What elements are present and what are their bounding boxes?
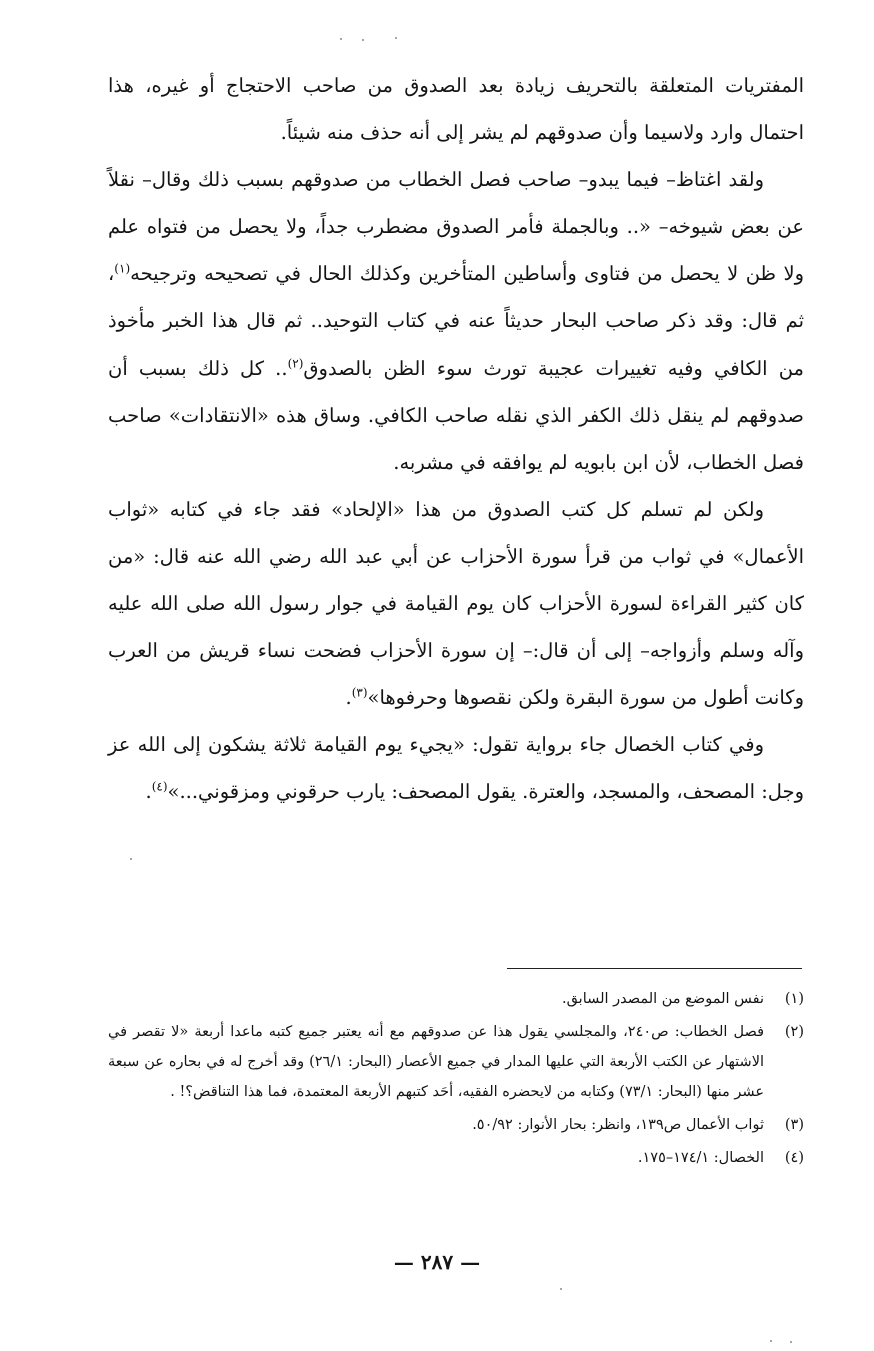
footnote-text: الخصال: ١٧٤/١–١٧٥. <box>637 1150 764 1166</box>
paragraph <box>108 486 804 721</box>
scan-speck <box>560 1288 562 1290</box>
footnote-number: (٤) <box>784 1150 804 1166</box>
scan-speck <box>790 1341 792 1343</box>
paragraph-text: وفي كتاب الخصال جاء برواية تقول: «يجيء يوم القيامة ثلاثة يشكون إلى الله عز وجل: المصحف، والمسجد، والعترة. يقول المصحف: يارب حرقوني ومزقوني...» <box>108 733 804 804</box>
paragraph-text: ولقد اغتاظ– فيما يبدو– صاحب فصل الخطاب من صدوقهم بسبب ذلك وقال– نقلاً عن بعض شيوخه– «.. وبالجملة فأمر الصدوق مضطرب جداً، ولا يحصل من فتواه علم ولا ظن لا يحصل من فتاوى وأساطين المتأخرين وكذلك الحال في تصحيحه وترجيحه <box>108 168 804 286</box>
paragraph-text: .. كل ذلك بسبب أن صدوقهم لم ينقل ذلك الكفر الذي نقله صاحب الكافي. وساق هذه «الانتقادات» صاحب فصل الخطاب، لأن ابن بابويه لم يوافقه في مشربه. <box>108 356 804 474</box>
scan-speck <box>362 39 364 41</box>
footnote-text: ثواب الأعمال ص١٣٩، وانظر: بحار الأنوار: ٥٠/٩٢. <box>472 1117 764 1133</box>
footnote-text: فصل الخطاب: ص٢٤٠، والمجلسي يقول هذا عن صدوقهم مع أنه يعتبر جميع كتبه ماعدا أربعة «لا تقصر في الاشتهار عن الكتب الأربعة التي عليها المدار في جميع الأعصار (البحار: ٢٦/١) وقد أخرج له في بحاره عن سبعة عشر منها (البحار: ٧٣/١) وكتابه من لايحضره الفقيه، أحَد كتبهم الأربعة المعتمدة، فما هذا التناقض؟! . <box>108 1024 764 1100</box>
footnote-number: (٢) <box>784 1024 804 1040</box>
paragraph-text: . <box>345 686 352 710</box>
paragraph-text: . <box>145 780 152 804</box>
footnote <box>108 1143 804 1173</box>
paragraph: المفتريات المتعلقة بالتحريف زيادة بعد الصدوق من صاحب الاحتجاج أو غيره، هذا احتمال وارد ولاسيما وأن صدوقهم لم يشر إلى أنه حذف منه شيئاً. <box>108 74 804 145</box>
footnote-reference: (١) <box>114 261 131 276</box>
footnote-reference: (٤) <box>151 779 168 794</box>
footnote-number: (٣) <box>784 1117 804 1133</box>
scan-speck <box>395 37 397 39</box>
footnote <box>108 1110 804 1140</box>
page-number: — ٢٨٧ — <box>393 1250 481 1274</box>
scan-speck <box>770 1340 772 1342</box>
footnote-separator <box>507 968 802 969</box>
scan-speck <box>130 858 132 860</box>
paragraph <box>108 721 804 815</box>
footnote-reference: (٣) <box>351 685 368 700</box>
footnote-reference: (٢) <box>287 356 304 371</box>
paragraph-text: ، ثم قال: وقد ذكر صاحب البحار حديثاً عنه في كتاب التوحيد.. ثم قال هذا الخبر مأخوذ من الكافي وفيه تغييرات عجيبة تورث سوء الظن بالصدوق <box>108 262 804 380</box>
footnote-number: (١) <box>784 991 804 1007</box>
footnote <box>108 984 804 1014</box>
main-text <box>108 62 804 816</box>
scan-speck <box>340 38 342 40</box>
footnotes <box>108 984 804 1176</box>
footnote <box>108 1017 804 1107</box>
paragraph-text: ولكن لم تسلم كل كتب الصدوق من هذا «الإلحاد» فقد جاء في كتابه «ثواب الأعمال» في ثواب من قرأ سورة الأحزاب عن أبي عبد الله رضي الله عنه قال: «من كان كثير القراءة لسورة الأحزاب كان يوم القيامة في جوار رسول الله صلى الله عليه وآله وسلم وأزواجه– إلى أن قال:– إن سورة الأحزاب فضحت نساء قريش من العرب وكانت أطول من سورة البقرة ولكن نقصوها وحرفوها» <box>108 497 804 710</box>
paragraph <box>108 156 804 486</box>
footnote-text: نفس الموضع من المصدر السابق. <box>561 991 764 1007</box>
